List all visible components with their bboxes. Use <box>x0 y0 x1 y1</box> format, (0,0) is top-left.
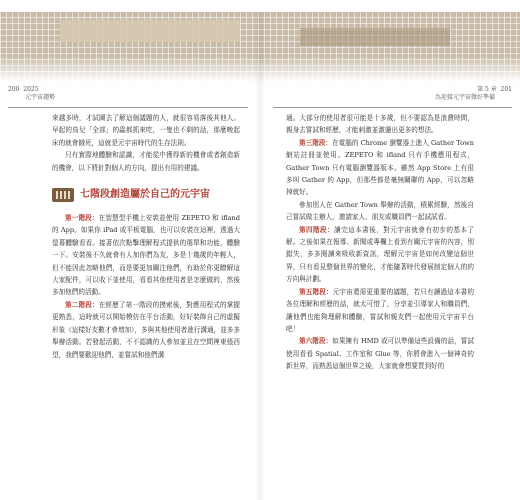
paragraph: 參加別人在 Gather Town 舉辦的活動，積累經驗，然後自己嘗試做主辦人，邀請家人、朋友或職員們一起試試看。 <box>286 200 474 222</box>
top-margin <box>0 0 520 12</box>
right-running-header <box>435 86 512 102</box>
stage-text: 如果擁有 HMD 或可以準備這些設備的話，嘗試使用看看 Spatial、工作室和 Glue 等，你將會進入一個神奇的新世界，而熟悉這個世界之後，大家就會想要買到好的 <box>286 337 475 371</box>
book-gutter <box>255 12 265 500</box>
left-book-title: 元宇宙趨勢 <box>25 94 56 101</box>
stage-text: 在經歷了第一階段的摸索後，對應用程式的掌握更熟悉，這時就可以開始模仿在平台活動，好好裝飾自己的虛擬形象（這樣好友數才會增加），多與其他使用者進行溝通，並多多舉辦活動。若發起活動，不不認識的人參加並且在空間裡東張西望，我們要歡迎他們，並嘗試和他們溝 <box>52 300 241 359</box>
chapter-label: 第 5 章 <box>477 86 497 93</box>
chapter-subtitle: 為迎接元宇宙做好準備 <box>434 94 495 101</box>
right-header-rule <box>273 107 512 108</box>
left-page-body <box>52 112 240 361</box>
paragraph: 通。大部分的使用者很可能是十多歲，但不要認為是浪費時間，親身去嘗試和經歷，才能刺激並激盪出更多的想法。 <box>286 114 474 135</box>
left-page-number: 200 <box>8 86 20 93</box>
stage-text: 在智慧型手機上安裝並使用 ZEPETO 和 ifland 的 App。如果你 iPad 或平板電腦，也可以安裝在這裡，透過大螢幕體驗看看。接著依次點擊理解程式提供的選單和功能，體驗一下。安裝後不久就會有人加你們為友，多是十幾歲的年輕人，但不能因此忽略他們，而是要更加關注他們，有助於你更瞭解這大家配件，可以收下並使用，看看其他使用者是怎麼做的，然後多加他們的活動。 <box>52 214 240 297</box>
stage-label: 第六階段： <box>299 337 333 346</box>
banner-right-block <box>300 28 450 46</box>
left-running-header <box>8 86 55 102</box>
stage-paragraph <box>52 212 240 299</box>
stage-text: 讀完這本書後，對元宇宙就會有初步的基本了解。之後如果在報導、新聞或專欄上看到有關元宇宙的內容，別錯失，多多閱讀來吸收新資訊，理解元宇宙是如何改變這個世界，只有看見整個世界的變化，才能隨著時代發展制定個人的的方向與計劃。 <box>286 225 475 284</box>
stage-label: 第四階段： <box>299 225 335 234</box>
stage-paragraph <box>286 286 474 336</box>
paragraph: 來越多時，才試圖去了解這個議題的人，就很容易落後其他人。早起的鳥兒「全部」的蟲都抓來吃，一隻也不剩的話，那麼晚起床的就會餓死，這就是元宇宙時代的生存法則。 <box>52 114 240 147</box>
stage-label: 第五階段： <box>299 287 333 296</box>
stage-text: 在電腦的 Chrome 瀏覽器上進入 Gather Town 網站註冊並使用。ZEPETO 和 ifland 只有手機應用程式，Gather Town 只有電腦瀏覽器版本。雖然 App Store 上有很多叫 Gather 的 App，但那些都是毫無關聯的 App，可以忽略掉就好。 <box>286 138 474 197</box>
stage-label: 第二階段： <box>65 300 99 309</box>
left-header-rule <box>8 107 248 108</box>
stage-paragraph <box>286 224 474 286</box>
right-page-number: 201 <box>500 86 512 93</box>
banner-left-block <box>60 20 240 42</box>
paragraph: 只有實際地體驗和認識，才能從中獲得新的機會或者創造新的機會，以下將針對個人的方向，提出有用的建議。 <box>52 151 240 172</box>
stage-label: 第三階段： <box>299 138 333 147</box>
stage-text: 元宇宙還需更重要的議題，若只有讀過這本書的各位理解和經歷的話，就太可惜了，分享並引導家人和職員們，讓他們也能夠理解和體驗，嘗試和親友們一起使用元宇宙平台吧！ <box>286 287 475 333</box>
stage-paragraph <box>286 335 474 372</box>
stage-label: 第一階段： <box>65 214 99 223</box>
stage-paragraph <box>286 137 474 199</box>
left-year: 2025 <box>23 86 39 93</box>
section-heading <box>52 188 240 202</box>
right-page-body <box>286 112 474 373</box>
stage-paragraph <box>52 299 240 361</box>
section-marker-icon <box>52 188 74 202</box>
section-title: 七階段創造屬於自己的元宇宙 <box>80 188 210 200</box>
